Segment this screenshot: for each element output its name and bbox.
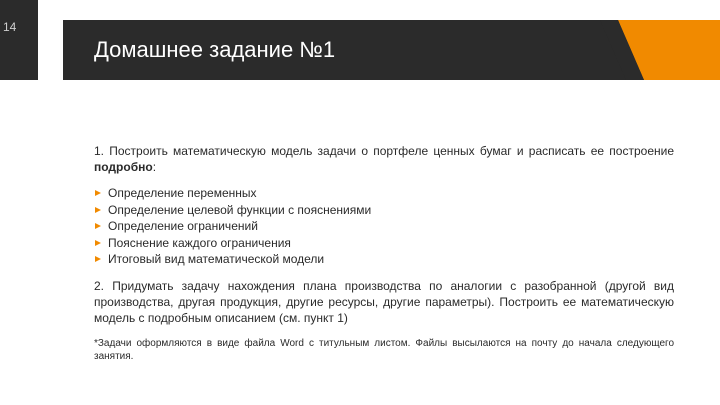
list-item-label: Итоговый вид математической модели <box>108 252 325 266</box>
page-title: Домашнее задание №1 <box>94 37 336 62</box>
task-1-text: 1. Построить математическую модель задачи о портфеле ценных бумаг и расписать ее построение <box>94 144 674 158</box>
corner-tab <box>0 0 38 80</box>
bullet-arrow-icon <box>95 240 101 246</box>
list-item-label: Определение ограничений <box>108 219 258 233</box>
list-item-label: Определение переменных <box>108 186 257 200</box>
bullet-arrow-icon <box>95 207 101 213</box>
bullet-arrow-icon <box>95 256 101 262</box>
list-item <box>94 218 674 235</box>
list-item <box>94 251 674 268</box>
task-1-tail: : <box>152 160 157 174</box>
list-item-label: Определение целевой функции с пояснениями <box>108 202 372 217</box>
task-2-paragraph: 2. Придумать задачу нахождения плана производства по аналогии с разобранной (другой вид производства, другая продукция, другие ресурсы, другие параметры). Построить ее математическую модель с подробным описанием (см. пункт 1) <box>94 278 674 325</box>
slide-number: 14 <box>3 20 17 34</box>
list-item-label: Пояснение каждого ограничения <box>108 235 291 250</box>
task-1-paragraph <box>94 143 674 175</box>
list-item <box>94 235 674 252</box>
footnote: *Задачи оформляются в виде файла Word с титульным листом. Файлы высылаются на почту до начала следующего занятия. <box>94 337 674 362</box>
bullet-arrow-icon <box>95 190 101 196</box>
slide-content <box>94 143 674 363</box>
task-1-emphasis: подробно <box>94 160 153 174</box>
list-item <box>94 202 674 219</box>
list-item <box>94 185 674 202</box>
bullet-arrow-icon <box>95 223 101 229</box>
requirements-list <box>94 185 674 268</box>
